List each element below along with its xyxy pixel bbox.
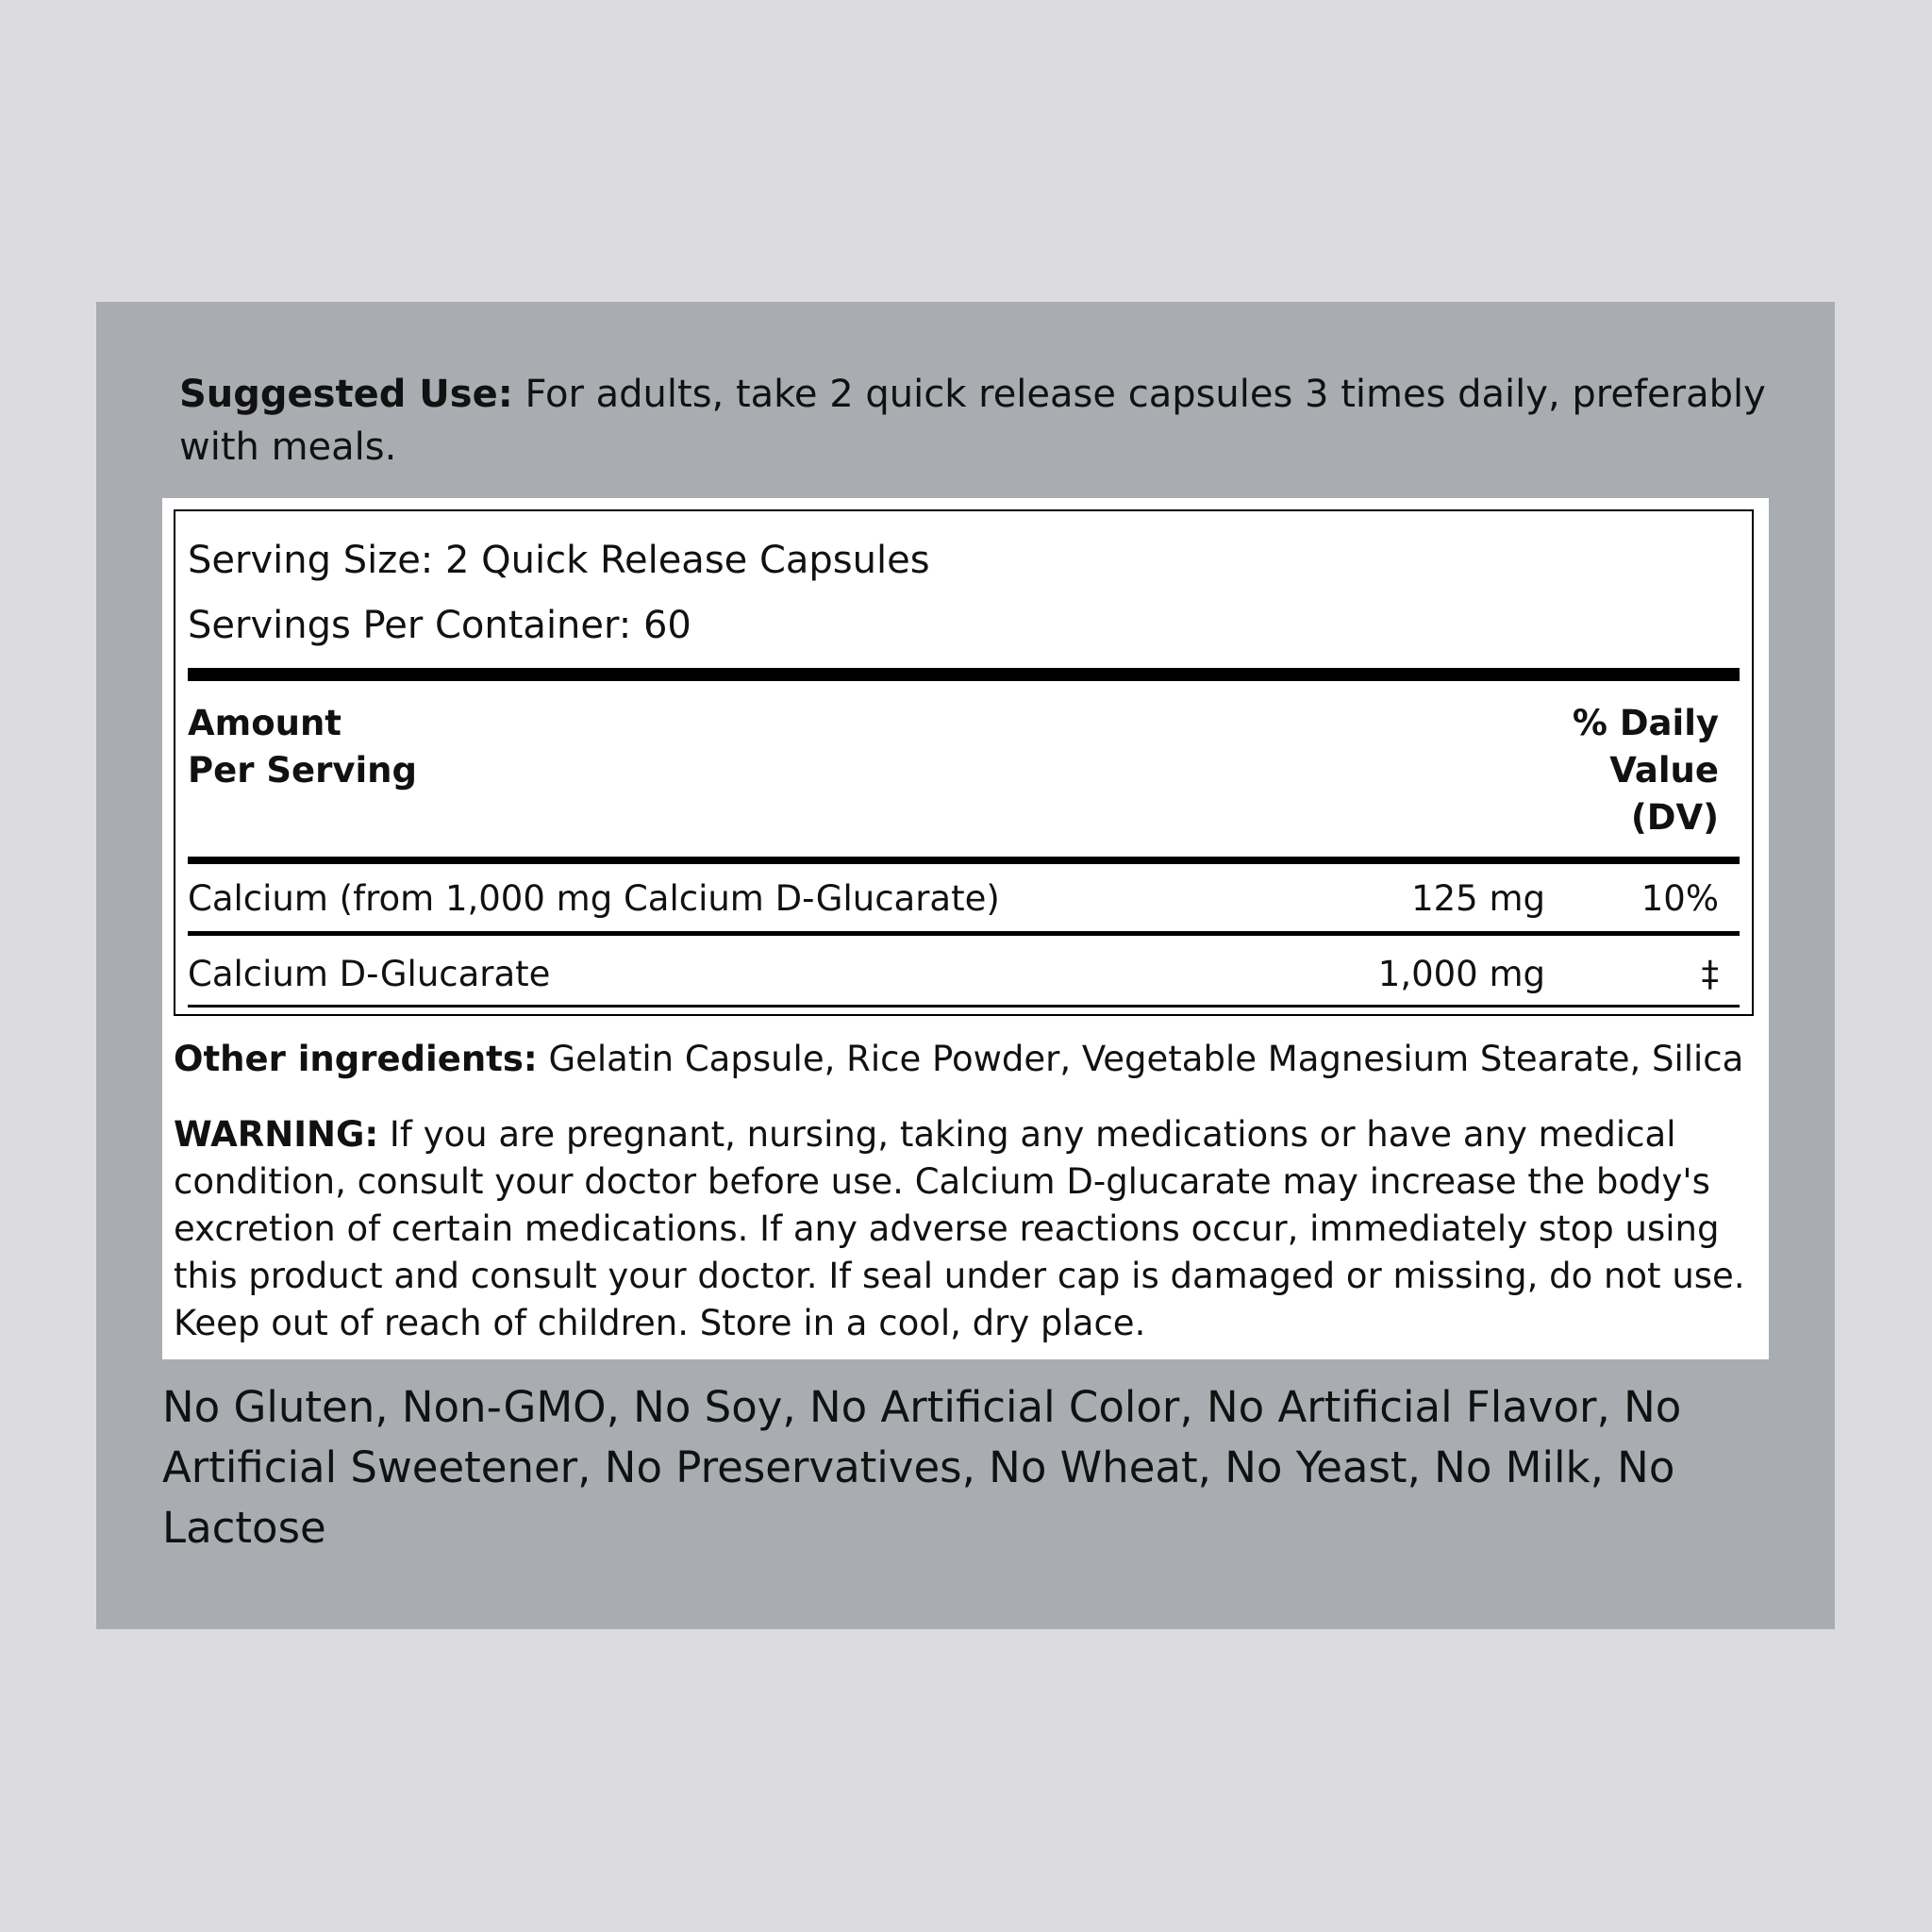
row-divider bbox=[188, 931, 1740, 936]
amount-header-line1: Amount bbox=[188, 703, 341, 743]
thick-divider bbox=[188, 668, 1740, 681]
daily-value-header bbox=[1573, 700, 1719, 841]
serving-size: Serving Size: 2 Quick Release Capsules bbox=[188, 539, 930, 582]
dv-header-line1: % Daily bbox=[1572, 703, 1719, 743]
nutrient-name: Calcium (from 1,000 mg Calcium D-Glucarate) bbox=[188, 878, 1000, 919]
amount-header-line2: Per Serving bbox=[188, 750, 417, 791]
nutrient-name: Calcium D-Glucarate bbox=[188, 954, 551, 994]
nutrient-dv: ‡ bbox=[1701, 954, 1719, 994]
label-white-box bbox=[162, 498, 1769, 1359]
warning-label: WARNING: bbox=[174, 1114, 379, 1155]
dv-header-line3: (DV) bbox=[1630, 797, 1719, 838]
nutrient-row bbox=[188, 873, 1740, 925]
nutrient-dv: 10% bbox=[1641, 878, 1719, 919]
other-ingredients-text: Gelatin Capsule, Rice Powder, Vegetable Magnesium Stearate, Silica bbox=[548, 1039, 1744, 1079]
suggested-use bbox=[179, 368, 1783, 474]
label-panel bbox=[96, 302, 1835, 1629]
free-from-claims: No Gluten, Non-GMO, No Soy, No Artificial Color, No Artificial Flavor, No Artificial Sweetener, No Preservatives, No Wheat, No Yeast, No Milk, No Lactose bbox=[162, 1382, 1682, 1553]
suggested-use-text: For adults, take 2 quick release capsules 3 times daily, preferably with meals. bbox=[179, 373, 1766, 469]
suggested-use-label: Suggested Use: bbox=[179, 373, 513, 416]
dv-header-line2: Value bbox=[1609, 750, 1719, 791]
supplement-facts-table bbox=[174, 509, 1754, 1016]
warning-text bbox=[174, 1111, 1768, 1347]
other-ingredients bbox=[174, 1036, 1768, 1083]
nutrient-amount: 125 mg bbox=[1411, 878, 1545, 919]
nutrient-amount: 1,000 mg bbox=[1377, 954, 1545, 994]
warning-body: If you are pregnant, nursing, taking any medications or have any medical condition, consult your doctor before use. Calcium D-glucarate may increase the body's excretion of certain medications. If any adverse reactions occur, immediately stop using this product and consult your doctor. If seal under cap is damaged or missing, do not use. Keep out of reach of children. Store in a cool, dry place. bbox=[174, 1114, 1745, 1343]
amount-per-serving-header bbox=[188, 700, 417, 794]
other-ingredients-label: Other ingredients: bbox=[174, 1039, 538, 1079]
nutrient-row bbox=[188, 948, 1740, 1001]
header-divider bbox=[188, 857, 1740, 864]
servings-per-container: Servings Per Container: 60 bbox=[188, 604, 691, 647]
bottom-divider bbox=[188, 1005, 1740, 1008]
